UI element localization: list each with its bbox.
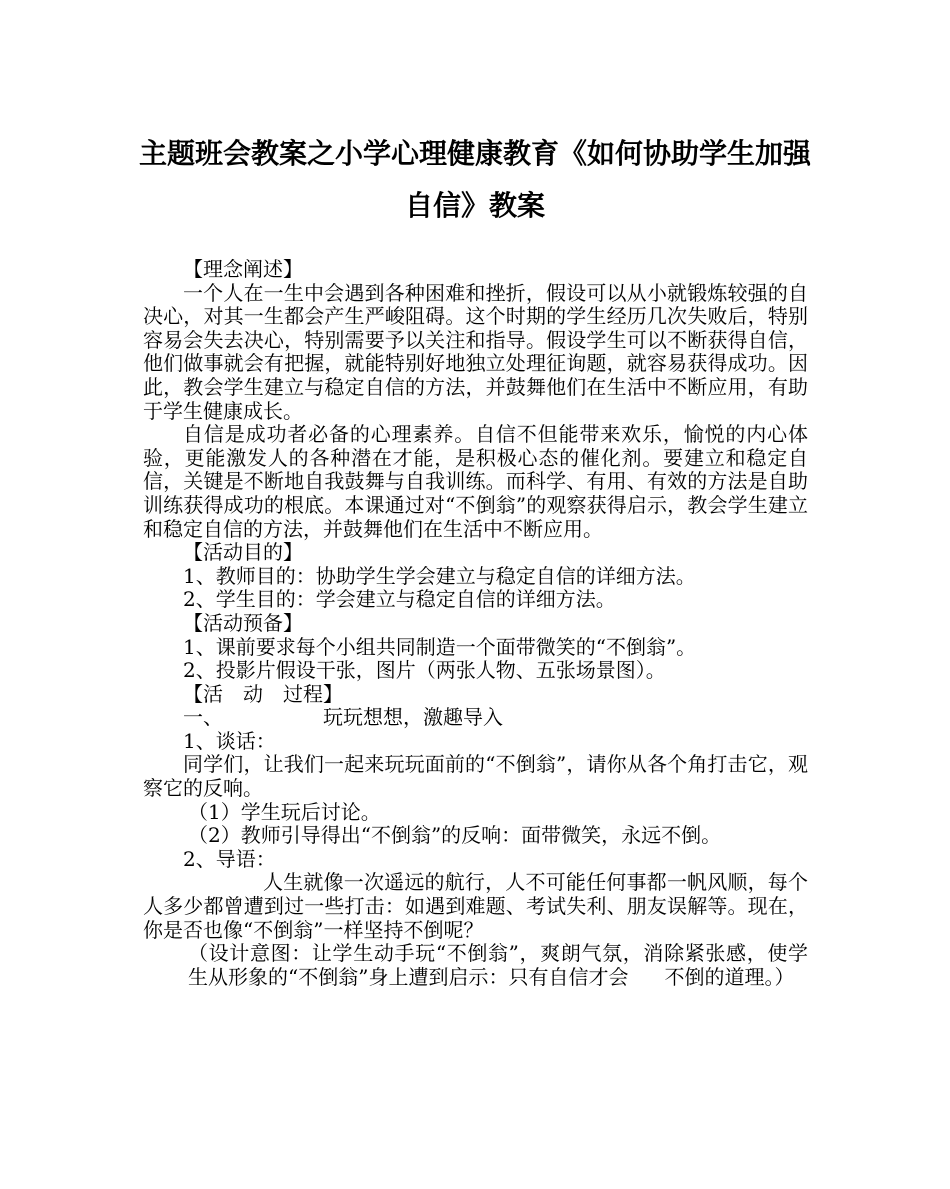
goal-student: 2、学生目的：学会建立与稳定自信的详细方法。 [183, 587, 616, 612]
step-title: 玩玩想想，激趣导入 [323, 705, 503, 730]
section-heading-process: 【活 动 过程】 [183, 681, 343, 706]
guide-content: 人生就像一次遥远的航行，人不可能任何事都一帆风顺，每个人多少都曾遭到过一些打击：如遇到难题、考试失利、朋友误解等。现在，你是否也像“不倒翁”一样坚持不倒呢？ [143, 870, 808, 942]
title-line-2: 自信》教案 [404, 189, 545, 222]
goal-teacher: 1、教师目的：协助学生学会建立与稳定自信的详细方法。 [183, 563, 696, 588]
section-heading-goals: 【活动目的】 [183, 540, 303, 565]
paragraph-concept-2: 自信是成功者必备的心理素养。自信不但能带来欢乐，愉悦的内心体验，更能激发人的各种潜在才能，是积极心态的催化剂。要建立和稳定自信，关键是不断地自我鼓舞与自我训练。而科学、有用、有效的方法是自助训练获得成功的根底。本课通过对“不倒翁”的观察获得启示，教会学生建立和稳定自信的方法，并鼓舞他们在生活中不断应用。 [143, 422, 808, 541]
title-line-1: 主题班会教案之小学心理健康教育《如何协助学生加强 [138, 137, 811, 170]
talk-content: 同学们，让我们一起来玩玩面前的“不倒翁”，请你从各个角打击它，观察它的反响。 [143, 752, 808, 801]
talk-heading: 1、谈话： [183, 728, 276, 753]
preparation-item-2: 2、投影片假设干张，图片（两张人物、五张场景图）。 [183, 658, 666, 683]
talk-item-1: （1）学生玩后讨论。 [188, 799, 381, 824]
section-heading-preparation: 【活动预备】 [183, 610, 303, 635]
page-title [130, 128, 820, 232]
process-step-one [143, 706, 808, 730]
step-marker: 一、 [183, 705, 223, 730]
paragraph-concept-1: 一个人在一生中会遇到各种困难和挫折，假设可以从小就锻炼较强的自决心，对其一生都会产生严峻阻碍。这个时期的学生经历几次失败后，特别容易会失去决心，特别需要予以关注和指导。假设学生可以不断获得自信，他们做事就会有把握，就能特别好地独立处理征询题，就容易获得成功。因此，教会学生建立与稳定自信的方法，并鼓舞他们在生活中不断应用，有助于学生健康成长。 [143, 280, 808, 423]
talk-item-2: （2）教师引导得出“不倒翁”的反响：面带微笑，永远不倒。 [188, 823, 722, 848]
section-heading-concept: 【理念阐述】 [183, 257, 303, 281]
document-body [143, 258, 808, 989]
design-intent-text: （设计意图：让学生动手玩“不倒翁”，爽朗气氛，消除紧张感，使学生从形象的“不倒翁”身上遭到启示：只有自信才会 [188, 941, 808, 989]
guide-heading: 2、导语： [183, 846, 276, 871]
preparation-item-1: 1、课前要求每个小组共同制造一个面带微笑的“不倒翁”。 [183, 634, 697, 659]
design-intent [143, 942, 808, 989]
design-intent-end: 不倒的道理。） [664, 964, 795, 989]
